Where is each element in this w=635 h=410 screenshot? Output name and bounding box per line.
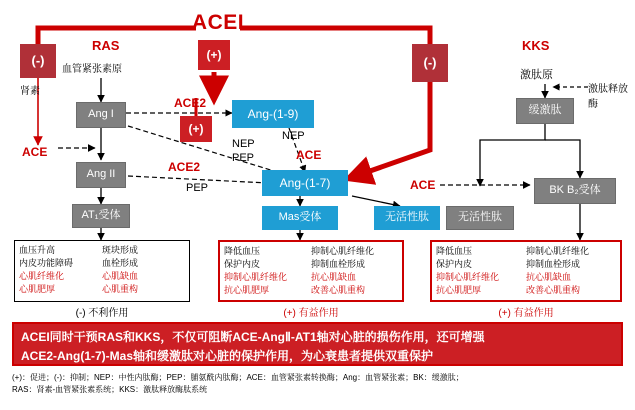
plus-ace2-box: (+) <box>180 116 212 142</box>
angiotensinogen-label: 血管紧张素原 <box>62 64 122 75</box>
nep-right-label: NEP <box>282 130 305 142</box>
panel-item: 心肌缺血 <box>102 271 139 282</box>
summary-banner <box>12 322 623 366</box>
panel-item: 心肌重构 <box>102 284 139 295</box>
pep-lower-label: PEP <box>186 182 209 194</box>
panel-item: 保护内皮 <box>436 259 473 270</box>
panel-benefit-middle-caption: (+) 有益作用 <box>283 308 339 319</box>
bk-b2-receptor-node: BK B₂受体 <box>534 178 616 204</box>
plus-top-box: (+) <box>198 40 230 70</box>
panel-benefit-right-caption: (+) 有益作用 <box>498 308 554 319</box>
legend <box>12 372 623 396</box>
nep-upper-label: NEP <box>232 138 255 150</box>
summary-banner-line1: ACEI同时干预RAS和KKS，不仅可阻断ACE-AngⅡ-AT1轴对心脏的损伤作用，还可增强 <box>21 330 485 344</box>
ace2-upper-label: ACE2 <box>174 96 207 110</box>
kallikrein-label: 激肽释放酶 <box>588 84 628 110</box>
inactive-peptide-mid-node: 无活性肽 <box>374 206 440 230</box>
panel-item: 抑制血栓形成 <box>311 259 366 270</box>
inactive-peptide-right-node: 无活性肽 <box>446 206 514 230</box>
legend-line1: (+)：促进；(-)：抑制；NEP：中性内肽酶；PEP：脯氨酰内肽酶；ACE：血管紧张素转换酶；Ang：血管紧张素；BK：缓激肽； <box>12 373 464 382</box>
ang1-7-node: Ang-(1-7) <box>262 170 348 196</box>
panel-item: 抑制血栓形成 <box>526 259 581 270</box>
mas-receptor-node: Mas受体 <box>262 206 338 230</box>
panel-item: 抗心肌肥厚 <box>436 285 482 296</box>
panel-benefit-middle <box>218 240 404 302</box>
panel-item: 抑制心肌纤维化 <box>224 272 288 283</box>
panel-item: 心肌肥厚 <box>19 284 56 295</box>
panel-item: 改善心肌重构 <box>311 285 366 296</box>
panel-adverse-caption: (-) 不利作用 <box>75 308 129 319</box>
panel-item: 斑块形成 <box>102 245 139 255</box>
panel-item: 抑制心肌纤维化 <box>526 246 590 256</box>
panel-item: 内皮功能障碍 <box>19 258 74 269</box>
panel-item: 心肌纤维化 <box>19 271 65 282</box>
panel-item: 血栓形成 <box>102 258 139 269</box>
panel-item: 抗心肌缺血 <box>526 272 572 283</box>
ace-mid-label: ACE <box>296 148 322 162</box>
pep-upper-label: PEP <box>232 152 255 164</box>
ace2-lower-label: ACE2 <box>168 160 201 174</box>
minus-right-box: (-) <box>412 44 448 82</box>
panel-adverse-effects <box>14 240 190 302</box>
ras-label: RAS <box>92 38 120 53</box>
ang1-9-node: Ang-(1-9) <box>232 100 314 128</box>
at1-receptor-node: AT₁受体 <box>72 204 130 228</box>
kks-label: KKS <box>522 38 550 53</box>
panel-item: 抑制心肌纤维化 <box>311 246 375 256</box>
acei-title: ACEI <box>191 10 245 34</box>
panel-benefit-right <box>430 240 622 302</box>
ang2-node: Ang II <box>76 162 126 188</box>
panel-item: 改善心肌重构 <box>526 285 581 296</box>
kininogen-label: 激肽原 <box>520 69 553 81</box>
renin-label: 肾素 <box>20 86 40 97</box>
panel-item: 抗心肌缺血 <box>311 272 357 283</box>
bradykinin-node: 缓激肽 <box>516 98 574 124</box>
ace-right-label: ACE <box>410 178 436 192</box>
panel-item: 抑制心肌纤维化 <box>436 272 500 283</box>
panel-item: 抗心肌肥厚 <box>224 285 270 296</box>
legend-line2: RAS：肾素-血管紧张素系统；KKS：激肽释放酶肽系统 <box>12 385 208 394</box>
ang1-node: Ang I <box>76 102 126 128</box>
ace-left-label: ACE <box>22 145 48 159</box>
panel-item: 降低血压 <box>224 246 261 256</box>
minus-left-box: (-) <box>20 44 56 78</box>
panel-item: 保护内皮 <box>224 259 261 270</box>
summary-banner-line2: ACE2-Ang(1-7)-Mas轴和缓激肽对心脏的保护作用，为心衰患者提供双重保护 <box>21 348 434 363</box>
panel-item: 血压升高 <box>19 245 56 255</box>
panel-item: 降低血压 <box>436 246 473 256</box>
